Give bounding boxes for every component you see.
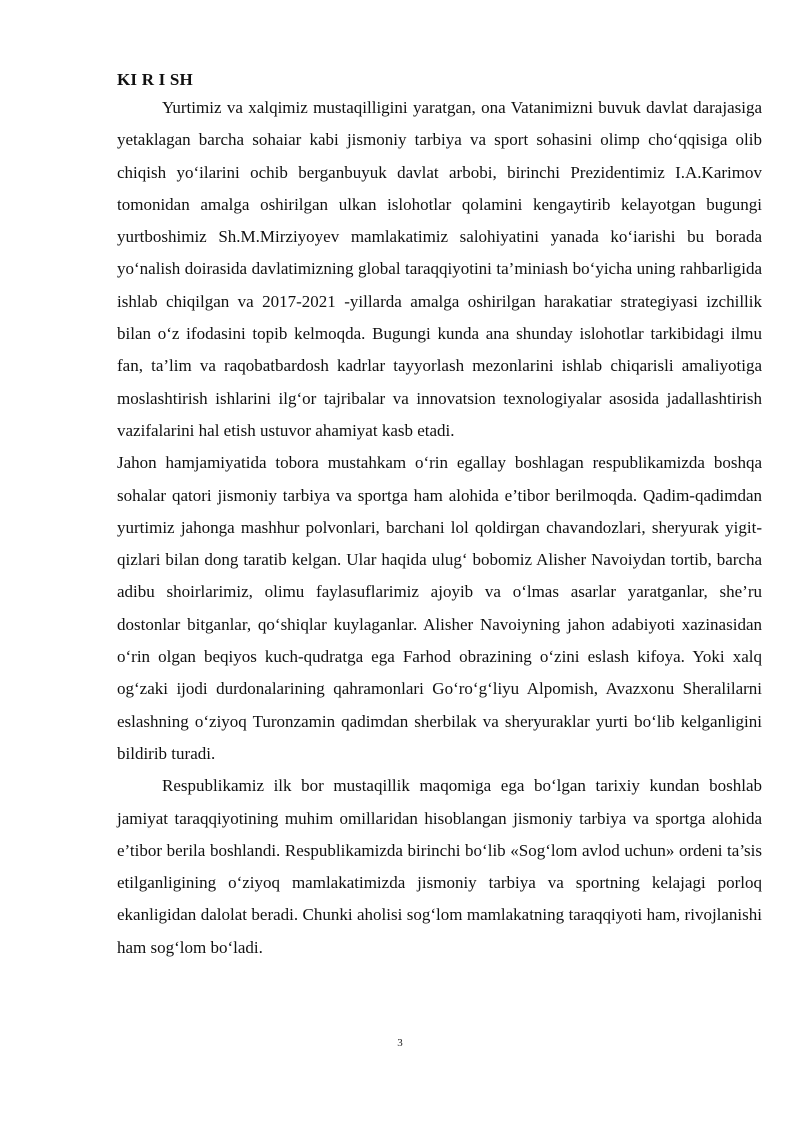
page-title: KI R I SH: [117, 70, 193, 89]
paragraph-world-community: Jahon hamjamiyatida tobora mustahkam o‘rin egallay boshlagan respublikamizda boshqa sohalar qatori jismoniy tarbiya va sportga ham alohida e’tibor berilmoqda. Qadim-qadimdan yurtimiz jahonga mashhur polvonlari, barchani lol qoldirgan chavandozlari, sheryurak yigit-qizlari bilan dong taratib kelgan. Ular haqida ulug‘ bobomiz Alisher Navoiydan tortib, barcha adibu shoirlarimiz, olimu faylasuflarimiz ajoyib va o‘lmas asarlar yaratganlar, she’ru dostonlar bitganlar, qo‘shiqlar kuylaganlar. Alisher Navoiyning jahon adabiyoti xazinasidan o‘rin olgan beqiyos kuch-qudratga ega Farhod obrazining o‘zini eslash kifoya. Yoki xalq og‘zaki ijodi durdonalarining qahramonlari Go‘ro‘g‘liyu Alpomish, Avazxonu Sheralilarni eslashning o‘ziyoq Turonzamin qadimdan sherbilak va sheryuraklar yurti bo‘lib kelganligini bildirib turadi.: [117, 453, 762, 763]
body-text: [117, 92, 762, 964]
paragraph-independence: Respublikamiz ilk bor mustaqillik maqomiga ega bo‘lgan tarixiy kundan boshlab jamiyat taraqqiyotining muhim omillaridan hisoblangan jismoniy tarbiya va sportga alohida e’tibor berila boshlandi. Respublikamizda birinchi bo‘lib «Sog‘lom avlod uchun» ordeni ta’sis etilganligining o‘ziyoq mamlakatimizda jismoniy tarbiya va sportning kelajagi porloq ekanligidan dalolat beradi. Chunki aholisi sog‘lom mamlakatning taraqqiyoti ham, rivojlanishi ham sog‘lom bo‘ladi.: [117, 776, 762, 957]
paragraph-intro: Yurtimiz va xalqimiz mustaqilligini yaratgan, ona Vatanimizni buvuk davlat darajasiga yetaklagan barcha sohaiar kabi jismoniy tarbiya va sport sohasini olimp cho‘qqisiga olib chiqish yo‘ilarini ochib berganbuyuk davlat arbobi, birinchi Prezidentimiz I.A.Karimov tomonidan amalga oshirilgan ulkan islohotlar qolamini kengaytirib kelayotgan bugungi yurtboshimiz Sh.M.Mirziyoyev mamlakatimiz salohiyatini yanada ko‘iarishi bu borada yo‘nalish doirasida davlatimizning global taraqqiyotini ta’miniash bo‘yicha uning rahbarligida ishlab chiqilgan va 2017-2021 -yillarda amalga oshirilgan harakatiar strategiyasi izchillik bilan o‘z ifodasini topib kelmoqda. Bugungi kunda ana shunday islohotlar tarkibidagi ilmu fan, ta’lim va raqobatbardosh kadrlar tayyorlash mezonlarini ishlab chiqarisli amaliyotiga moslashtirish ishlarini ilg‘or tajribalar va innovatsion texnologiyalar asosida jadallashtirish vazifalarini hal etish ustuvor ahamiyat kasb etadi.: [117, 98, 762, 440]
page-number: 3: [397, 1037, 403, 1049]
